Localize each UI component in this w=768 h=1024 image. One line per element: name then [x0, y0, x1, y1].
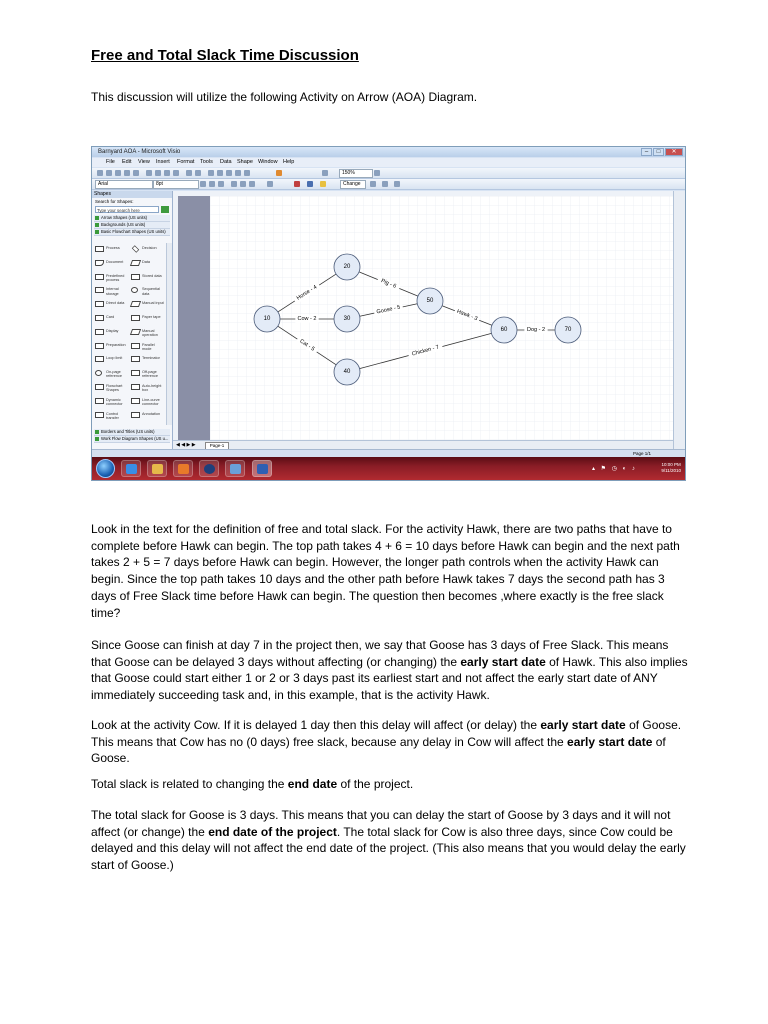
- text-tool-icon[interactable]: [226, 170, 232, 176]
- shape-glyph-icon: [95, 384, 104, 390]
- font-color-icon[interactable]: [294, 181, 300, 187]
- line-tool-icon[interactable]: [235, 170, 241, 176]
- stencil-backgrounds[interactable]: Backgrounds (US units): [94, 222, 170, 229]
- text-run: The total slack for Goose is 3 days. This means that you can delay the start of Goose by 3 days and it will not affect (or change) the: [91, 808, 671, 839]
- format-painter-icon[interactable]: [173, 170, 179, 176]
- window-title: Barnyard AOA - Microsoft Visio: [98, 149, 181, 155]
- shape-label: On-page reference: [106, 370, 123, 379]
- text-run: of Goose. This means that Cow has no (0 days) free slack, because any delay in Cow will affect the: [91, 718, 682, 749]
- windows-taskbar: [92, 457, 685, 480]
- line-ends-icon[interactable]: [394, 181, 400, 187]
- shape-label: Internal storage: [106, 287, 119, 296]
- align-center-icon[interactable]: [240, 181, 246, 187]
- stencil-shape[interactable]: [130, 353, 166, 367]
- menu-item-tools[interactable]: Tools: [200, 159, 213, 165]
- text-run: Since Goose can finish at day 7 in the project then, we say that Goose has 3 days of Free Slack. This means that Goose can be delayed 3 days without affecting (or changing) the: [91, 638, 669, 669]
- stencil-arrow-shapes[interactable]: Arrow Shapes (US units): [94, 215, 170, 222]
- visio-icon: [257, 464, 268, 474]
- shape-glyph-icon: [131, 384, 140, 390]
- visio-screenshot: [91, 146, 686, 481]
- open-icon[interactable]: [106, 170, 112, 176]
- shape-label: Manual operation: [142, 328, 158, 338]
- bold-term: early start date: [567, 734, 653, 749]
- search-go-icon[interactable]: [161, 206, 169, 213]
- window-titlebar: [92, 147, 685, 157]
- shape-glyph-icon: [131, 274, 140, 280]
- stencil-shape[interactable]: [130, 243, 166, 257]
- shape-label: Paper tape: [142, 315, 161, 319]
- align-left-icon[interactable]: [231, 181, 237, 187]
- taskbar-hp-button[interactable]: [199, 460, 219, 477]
- shape-gallery: [94, 243, 166, 423]
- stencil-shape[interactable]: [130, 284, 166, 298]
- shapes-pane-title: Shapes: [92, 191, 172, 198]
- media-player-icon: [178, 464, 189, 474]
- data-icon[interactable]: [322, 170, 328, 176]
- connector-style-button[interactable]: Change: [340, 180, 366, 189]
- taskbar-media-button[interactable]: [173, 460, 193, 477]
- shape-glyph-icon: [131, 287, 138, 293]
- drawing-canvas[interactable]: [210, 196, 673, 440]
- menu-item-data[interactable]: Data: [220, 159, 232, 165]
- menu-item-help[interactable]: Help: [283, 159, 295, 165]
- maximize-icon[interactable]: □: [653, 148, 664, 156]
- edge-label: Cat - 5: [298, 338, 316, 353]
- line-weight-icon[interactable]: [370, 181, 376, 187]
- stencil-shape[interactable]: [130, 381, 166, 395]
- taskbar-explorer-button[interactable]: [147, 460, 167, 477]
- bold-icon[interactable]: [200, 181, 206, 187]
- stencil-shape[interactable]: [130, 409, 166, 423]
- stencil-shape[interactable]: [94, 257, 130, 271]
- text-run: of Hawk. This also implies that Goose could start either 1 or 2 or 3 days past its earliest start and not affect the early start date of ANY immediately succeeding task and, in this example, that is the activity Hawk.: [91, 654, 688, 703]
- shape-glyph-icon: [95, 246, 104, 252]
- start-button-icon[interactable]: [96, 459, 115, 478]
- stencil-shape[interactable]: [94, 312, 130, 326]
- shape-glyph-icon: [131, 356, 140, 362]
- shape-glyph-icon: [131, 343, 140, 349]
- stencil-shape[interactable]: [94, 353, 130, 367]
- clock-time: 10:00 PM: [661, 462, 681, 467]
- bold-term: end date of the project: [208, 824, 337, 839]
- pointer-tool-icon[interactable]: [208, 170, 214, 176]
- stencil-shape[interactable]: [130, 271, 166, 285]
- stencil-shape[interactable]: [94, 298, 130, 312]
- page-margin: [178, 196, 210, 440]
- hp-icon: [204, 464, 215, 474]
- edge-label: Hawk - 3: [455, 308, 479, 323]
- shape-glyph-icon: [95, 412, 104, 418]
- shape-glyph-icon: [95, 274, 104, 280]
- undo-icon[interactable]: [186, 170, 192, 176]
- menu-item-shape[interactable]: Shape: [237, 159, 253, 165]
- shape-glyph-icon: [130, 301, 141, 307]
- shapes-window-icon[interactable]: [276, 170, 282, 176]
- paragraph-cow-free-slack: [91, 717, 691, 767]
- document-title: Free and Total Slack Time Discussion: [91, 47, 359, 64]
- stencil-shape[interactable]: [130, 326, 166, 340]
- status-page-indicator: Page 1/1: [633, 451, 652, 456]
- intro-text: This discussion will utilize the following Activity on Arrow (AOA) Diagram.: [91, 90, 478, 104]
- search-label: Search for Shapes:: [95, 199, 134, 204]
- copy-icon[interactable]: [155, 170, 161, 176]
- menu-item-edit[interactable]: Edit: [122, 159, 132, 165]
- shape-label: Control transfer: [106, 411, 119, 420]
- shape-glyph-icon: [95, 301, 104, 307]
- edge-label: Horse - 4: [295, 284, 319, 302]
- text-run: of the project.: [337, 777, 414, 791]
- shape-glyph-icon: [95, 370, 102, 376]
- shape-glyph-icon: [95, 260, 104, 266]
- shape-label: Annotation: [142, 411, 161, 416]
- save-icon[interactable]: [115, 170, 121, 176]
- shape-glyph-icon: [131, 370, 140, 376]
- paragraph-total-slack-goose: [91, 807, 691, 874]
- folder-icon: [152, 464, 163, 474]
- node-label: 50: [426, 298, 434, 304]
- canvas-vertical-scrollbar[interactable]: [673, 191, 686, 449]
- stencil-shape[interactable]: [94, 367, 130, 381]
- shape-label: Dynamic connector: [106, 397, 123, 407]
- stencil-shape[interactable]: [94, 271, 130, 285]
- connector-tool-icon[interactable]: [217, 170, 223, 176]
- text-run: . The total slack for Cow is also three days, since Cow could be delayed and this delay will not affect the end date of the project. (This also means that you would delay the early start of Goose.): [91, 824, 686, 873]
- shape-label: Preparation: [106, 342, 126, 347]
- formatting-toolbar: [92, 179, 685, 190]
- stencil-shape[interactable]: [94, 243, 130, 257]
- menu-item-window[interactable]: Window: [258, 159, 278, 165]
- shape-label: Auto-height box: [142, 384, 162, 393]
- redo-icon[interactable]: [195, 170, 201, 176]
- shape-glyph-icon: [130, 260, 141, 266]
- edge-label: Cow - 2: [297, 316, 317, 322]
- stencil-basic-flowchart[interactable]: Basic Flowchart Shapes (US units): [94, 229, 170, 236]
- menu-item-format[interactable]: Format: [177, 159, 195, 165]
- bold-term: early start date: [460, 654, 546, 669]
- shape-glyph-icon: [131, 398, 140, 404]
- edge-label: Pig - 6: [380, 278, 397, 290]
- shape-label: Display: [106, 328, 119, 333]
- shapes-pane: [92, 191, 173, 449]
- node-label: 70: [564, 327, 572, 333]
- stencil-shape[interactable]: [94, 395, 130, 409]
- stencil-shape[interactable]: [94, 381, 130, 395]
- bold-term: early start date: [540, 718, 626, 732]
- paste-icon[interactable]: [164, 170, 170, 176]
- node-label: 30: [343, 316, 351, 322]
- line-pattern-icon[interactable]: [382, 181, 388, 187]
- cut-icon[interactable]: [146, 170, 152, 176]
- node-label: 10: [263, 316, 271, 322]
- edge-label: Chicken - 7: [411, 344, 440, 358]
- shape-label: Sequential data: [142, 287, 160, 296]
- stencil-borders-titles[interactable]: Borders and Titles (US units): [94, 429, 170, 436]
- text-run: of Goose.: [91, 734, 666, 766]
- fill-color-icon[interactable]: [320, 181, 326, 187]
- shape-glyph-icon: [132, 245, 139, 252]
- shape-label: Predefined process: [106, 273, 125, 282]
- menu-bar: [92, 158, 685, 167]
- bullets-icon[interactable]: [267, 181, 273, 187]
- line-color-icon[interactable]: [307, 181, 313, 187]
- align-right-icon[interactable]: [249, 181, 255, 187]
- shape-label: Flowchart Shapes: [106, 384, 123, 393]
- print-icon[interactable]: [124, 170, 130, 176]
- shape-label: Document: [106, 259, 124, 264]
- status-bar: [92, 449, 685, 457]
- aoa-diagram: [210, 196, 673, 440]
- shape-label: Direct data: [106, 301, 125, 306]
- help-icon[interactable]: [374, 170, 380, 176]
- menu-item-insert[interactable]: Insert: [156, 159, 170, 165]
- stencil-shape[interactable]: [94, 340, 130, 354]
- edge-label: Dog - 2: [526, 327, 546, 333]
- paragraph-goose-free-slack: [91, 637, 691, 704]
- shape-label: Decision: [142, 246, 157, 250]
- font-select[interactable]: Arial: [95, 180, 153, 189]
- page-tab[interactable]: Page-1: [205, 442, 229, 450]
- stencil-shape[interactable]: [130, 395, 166, 409]
- shape-label: Stored data: [142, 273, 162, 278]
- shape-search-input[interactable]: Type your search here: [95, 206, 159, 213]
- preview-icon[interactable]: [133, 170, 139, 176]
- close-icon[interactable]: ✕: [665, 148, 683, 156]
- shape-label: Parallel mode: [142, 342, 155, 351]
- ie-icon: [126, 464, 137, 474]
- standard-toolbar: [92, 168, 685, 179]
- stencil-shape[interactable]: [130, 340, 166, 354]
- shape-label: Terminator: [142, 356, 160, 361]
- bold-term: end date: [287, 777, 338, 791]
- stencil-shape[interactable]: [94, 326, 130, 340]
- shape-label: Loop limit: [106, 356, 123, 361]
- shape-glyph-icon: [130, 329, 141, 335]
- shape-glyph-icon: [95, 287, 104, 293]
- paragraph-free-slack-hawk: Look in the text for the definition of free and total slack. For the activity Hawk, there are two paths that have to complete before Hawk can begin. The top path takes 4 + 6 = 10 days before Hawk can begin and the next path takes 2 + 5 = 7 days before Hawk can begin. However, the longer path controls when the activity Hawk can begin. Since the top path takes 10 days and the other path before Hawk takes 7 days the second path has 3 days of Free Slack time before Hawk can begin. The question then becomes ,where exactly is the free slack time?: [91, 522, 680, 620]
- node-label: 40: [343, 369, 351, 375]
- menu-item-file[interactable]: File: [106, 159, 115, 165]
- stencil-shape[interactable]: [130, 298, 166, 312]
- menu-item-view[interactable]: View: [138, 159, 150, 165]
- node-label: 20: [343, 264, 351, 270]
- text-run: Look at the activity Cow. If it is delayed 1 day then this delay will affect (or delay) the: [91, 718, 541, 732]
- shape-label: Manual input: [142, 301, 164, 306]
- shape-label: Process: [106, 246, 120, 250]
- zoom-select[interactable]: 150%: [339, 169, 373, 178]
- stencil-shape[interactable]: [94, 409, 130, 423]
- shape-glyph-icon: [95, 329, 104, 335]
- node-label: 60: [500, 327, 508, 333]
- stencil-work-flow[interactable]: Work Flow Diagram Shapes (US u...: [94, 436, 170, 443]
- system-clock[interactable]: [661, 462, 681, 474]
- taskbar-ie-button[interactable]: [121, 460, 141, 477]
- taskbar-visio-button[interactable]: [252, 460, 272, 477]
- window-controls: [641, 148, 683, 156]
- underline-icon[interactable]: [218, 181, 224, 187]
- shape-label: Line-curve connector: [142, 397, 160, 407]
- shape-glyph-icon: [131, 315, 140, 321]
- shape-label: Off-page reference: [142, 370, 159, 379]
- shape-glyph-icon: [95, 315, 104, 321]
- shape-glyph-icon: [131, 412, 140, 418]
- text-run: Total slack is related to changing the: [91, 777, 288, 791]
- shape-tool-icon[interactable]: [244, 170, 250, 176]
- clock-date: 9/11/2010: [661, 468, 681, 473]
- stencil-shape[interactable]: [130, 257, 166, 271]
- paragraph-total-slack-def: [91, 776, 691, 793]
- stencil-shape[interactable]: [130, 312, 166, 326]
- edge-label: Goose - 5: [376, 304, 401, 316]
- page-nav-arrows-icon[interactable]: ◀ ◀ ▶ ▶: [176, 442, 196, 448]
- minimize-icon[interactable]: –: [641, 148, 652, 156]
- shape-label: Card: [106, 315, 115, 319]
- taskbar-app-button[interactable]: [225, 460, 245, 477]
- italic-icon[interactable]: [209, 181, 215, 187]
- stencil-shape[interactable]: [130, 367, 166, 381]
- shapes-scrollbar[interactable]: [166, 243, 172, 425]
- tray-icons[interactable]: ▴ ⚑ ◷ ◐ ♪: [592, 466, 637, 472]
- new-icon[interactable]: [97, 170, 103, 176]
- app-icon: [230, 464, 241, 474]
- stencil-shape[interactable]: [94, 284, 130, 298]
- shape-glyph-icon: [95, 356, 104, 362]
- shape-glyph-icon: [95, 343, 104, 349]
- shape-glyph-icon: [95, 398, 104, 404]
- shape-label: Data: [142, 259, 151, 264]
- font-size-select[interactable]: 8pt: [153, 180, 199, 189]
